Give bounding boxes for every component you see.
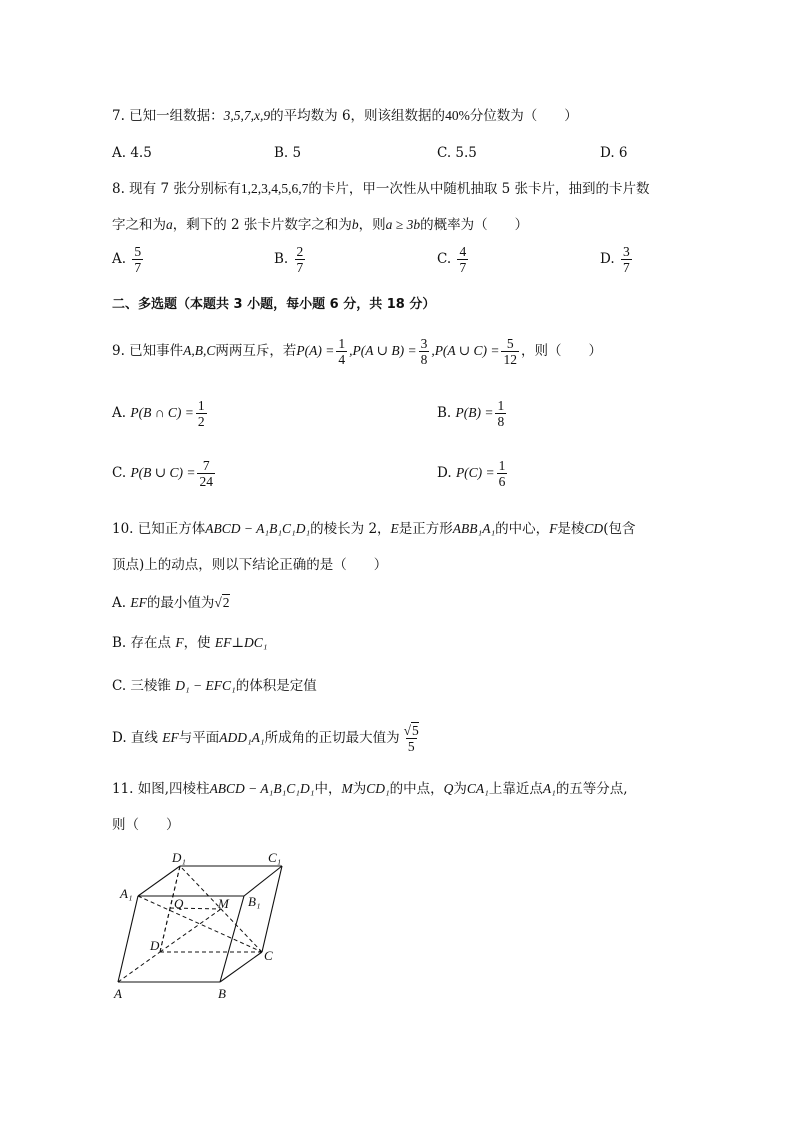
q9-pa-fraction bbox=[336, 336, 347, 367]
q10-option-a-radicand: 2 bbox=[222, 595, 230, 610]
numerator: √5 bbox=[403, 723, 419, 738]
q8-option-b-fraction bbox=[295, 244, 306, 275]
label-a: A bbox=[114, 986, 122, 1001]
q11-cd1: CD₁ bbox=[366, 781, 390, 796]
q10-point-f: F bbox=[549, 521, 558, 536]
q9-option-a-fraction bbox=[196, 398, 207, 429]
q10-stem-line2: 顶点)上的动点，则以下结论正确的是（ ） bbox=[112, 557, 388, 573]
q8-option-c[interactable] bbox=[437, 244, 470, 275]
q9-stem bbox=[112, 336, 602, 367]
q11-line1-pre: 11. 如图,四棱柱 bbox=[112, 781, 210, 797]
q9-option-c-fraction bbox=[197, 458, 215, 489]
q10-option-d-mid: 与平面 bbox=[178, 730, 220, 746]
q8-var-a: a bbox=[166, 217, 173, 232]
denominator: 5 bbox=[407, 739, 415, 754]
q10-option-a-label: A. bbox=[112, 595, 127, 611]
q10-cube: ABCD − A₁B₁C₁D₁ bbox=[205, 521, 311, 536]
q8-option-a[interactable] bbox=[112, 244, 145, 275]
label-b1: B₁ bbox=[248, 894, 261, 909]
q10-line1: 10. 已知正方体 bbox=[112, 521, 206, 537]
q10-option-b-expr: EF⊥DC₁ bbox=[214, 635, 268, 650]
q11-line1-e: 为 bbox=[453, 781, 467, 797]
q10-square: ABB₁A₁ bbox=[452, 521, 496, 536]
numerator: 1 bbox=[497, 398, 505, 413]
q8-line2-d: 的概率为（ ） bbox=[420, 217, 529, 233]
label-c1: C₁ bbox=[268, 850, 282, 865]
q7-stem bbox=[112, 107, 578, 125]
q9-option-b-expr: P(B) = bbox=[455, 405, 494, 420]
denominator: 6 bbox=[498, 474, 506, 489]
denominator: 7 bbox=[459, 260, 467, 275]
numerator-radicand: 5 bbox=[412, 723, 419, 738]
q11-prism: ABCD − A₁B₁C₁D₁ bbox=[209, 781, 315, 796]
q9-events: A,B,C bbox=[183, 343, 216, 358]
q8-option-d[interactable] bbox=[600, 244, 634, 275]
q8-nums: 1,2,3,4,5,6,7 bbox=[240, 181, 309, 196]
q8-line1-pre: 8. 现有 7 张分别标有 bbox=[112, 181, 241, 197]
numerator: 3 bbox=[622, 244, 630, 259]
q7-option-c[interactable]: C. 5.5 bbox=[437, 145, 477, 161]
q11-line1-d: 的中点， bbox=[389, 781, 444, 797]
q9-option-d[interactable] bbox=[437, 458, 509, 489]
q7-stem-pre: 7. 已知一组数据： bbox=[112, 108, 224, 124]
q10-point-e: E bbox=[390, 521, 399, 536]
numerator: 3 bbox=[420, 336, 428, 351]
q9-mid: 两两互斥，若 bbox=[215, 343, 297, 359]
q9-option-d-fraction bbox=[497, 458, 508, 489]
q10-option-c[interactable] bbox=[112, 677, 317, 695]
denominator: 7 bbox=[622, 260, 630, 275]
numerator: 1 bbox=[498, 458, 506, 473]
q10-option-c-label: C. 三棱锥 bbox=[112, 678, 171, 694]
q7-option-a[interactable]: A. 4.5 bbox=[112, 145, 152, 161]
q9-option-a-label: A. bbox=[112, 405, 127, 421]
q8-option-c-label: C. bbox=[437, 251, 452, 267]
denominator: 2 bbox=[197, 414, 205, 429]
q7-option-d[interactable]: D. 6 bbox=[600, 145, 628, 161]
q10-line1-d: 的中心， bbox=[495, 521, 550, 537]
q8-line2-a: 字之和为 bbox=[112, 217, 166, 233]
denominator: 4 bbox=[338, 352, 346, 367]
q11-point-q: Q bbox=[443, 781, 454, 796]
q9-option-c-label: C. bbox=[112, 465, 127, 481]
q7-stem-mid: 的平均数为 6，则该组数据的 bbox=[270, 108, 446, 124]
numerator: 1 bbox=[197, 398, 205, 413]
numerator: 7 bbox=[202, 458, 210, 473]
q9-pac-fraction bbox=[501, 336, 519, 367]
denominator: 7 bbox=[134, 260, 142, 275]
denominator: 8 bbox=[420, 352, 428, 367]
q10-line1-e: 是棱 bbox=[557, 521, 585, 537]
q9-option-b[interactable] bbox=[437, 398, 508, 429]
q8-line2-b: ，剩下的 2 张卡片数字之和为 bbox=[172, 217, 352, 233]
q10-option-d-plane: ADD₁A₁ bbox=[219, 730, 265, 745]
q9-option-a[interactable] bbox=[112, 398, 209, 429]
q8-option-a-fraction bbox=[132, 244, 143, 275]
prism-figure bbox=[110, 846, 310, 1006]
q10-option-a[interactable] bbox=[112, 594, 230, 612]
q9-post: ，则（ ） bbox=[520, 343, 602, 359]
q8-option-c-fraction bbox=[457, 244, 468, 275]
q10-line1-c: 是正方形 bbox=[398, 521, 453, 537]
q9-option-d-expr: P(C) = bbox=[455, 465, 495, 480]
numerator: 5 bbox=[134, 244, 142, 259]
q10-option-d-ef: EF bbox=[162, 730, 179, 745]
q9-pa: P(A) = bbox=[296, 343, 335, 358]
section-heading-multi-choice: 二、多选题（本题共 3 小题，每小题 6 分，共 18 分） bbox=[112, 297, 436, 312]
q11-line1-c: 为 bbox=[352, 781, 367, 797]
edge-a1d1 bbox=[138, 866, 180, 896]
q9-option-c[interactable] bbox=[112, 458, 217, 489]
q10-option-a-ef: EF bbox=[130, 595, 147, 610]
hidden-line-dm bbox=[160, 909, 221, 952]
q11-stem-line2: 则（ ） bbox=[112, 817, 180, 833]
q11-ca1: CA₁ bbox=[466, 781, 489, 796]
q10-edge: CD bbox=[584, 521, 604, 536]
q9-pab: ,P(A ∪ B) = bbox=[349, 343, 417, 358]
q9-pre: 9. 已知事件 bbox=[112, 343, 184, 359]
q8-option-d-fraction bbox=[621, 244, 632, 275]
q11-point-m: M bbox=[341, 781, 353, 796]
numerator: 5 bbox=[506, 336, 514, 351]
label-q: Q bbox=[174, 896, 184, 911]
q7-stem-post: 分位数为（ ） bbox=[469, 108, 578, 124]
q9-option-b-label: B. bbox=[437, 405, 452, 421]
q11-line1-g: 的五等分点, bbox=[555, 781, 628, 797]
q10-stem-line1 bbox=[112, 520, 635, 538]
label-d: D bbox=[150, 938, 160, 953]
q10-line1-f: (包含 bbox=[603, 521, 636, 537]
q11-stem-line1 bbox=[112, 780, 628, 798]
q9-option-b-fraction bbox=[495, 398, 506, 429]
q8-stem-line1 bbox=[112, 180, 650, 198]
q10-option-c-post: 的体积是定值 bbox=[235, 678, 317, 694]
q8-line2-c: ，则 bbox=[358, 217, 386, 233]
q10-option-d-label: D. 直线 bbox=[112, 730, 158, 746]
q9-pab-fraction bbox=[419, 336, 430, 367]
q10-option-a-mid: 的最小值为 bbox=[146, 595, 215, 611]
q10-option-d[interactable] bbox=[112, 723, 423, 754]
label-m: M bbox=[218, 896, 229, 911]
q11-line1-f: 上靠近点 bbox=[488, 781, 543, 797]
q8-option-a-label: A. bbox=[112, 251, 127, 267]
q7-percent: 40% bbox=[445, 108, 470, 123]
denominator: 8 bbox=[497, 414, 505, 429]
q9-option-d-label: D. bbox=[437, 465, 452, 481]
denominator: 24 bbox=[199, 474, 213, 489]
q8-condition: a ≥ 3b bbox=[385, 217, 421, 232]
q8-stem-line2 bbox=[112, 216, 528, 234]
q9-option-c-expr: P(B ∪ C) = bbox=[130, 465, 196, 480]
denominator: 12 bbox=[503, 352, 517, 367]
q9-option-a-expr: P(B ∩ C) = bbox=[130, 405, 194, 420]
q10-line1-b: 的棱长为 2， bbox=[310, 521, 391, 537]
q8-line1-post: 的卡片，甲一次性从中随机抽取 5 张卡片，抽到的卡片数 bbox=[308, 181, 650, 197]
q10-option-b-label: B. 存在点 bbox=[112, 635, 172, 651]
q10-option-d-post: 所成角的正切最大值为 bbox=[264, 730, 400, 746]
q7-option-b[interactable]: B. 5 bbox=[274, 145, 302, 161]
q10-option-c-expr: D₁ − EFC₁ bbox=[175, 678, 236, 693]
denominator: 7 bbox=[296, 260, 304, 275]
q8-var-b: b bbox=[351, 217, 359, 232]
label-c: C bbox=[264, 948, 273, 963]
edge-aa1 bbox=[118, 896, 138, 982]
q10-option-b[interactable] bbox=[112, 634, 268, 652]
q11-line1-b: 中， bbox=[314, 781, 342, 797]
label-a1: A₁ bbox=[120, 886, 133, 901]
q8-option-b-label: B. bbox=[274, 251, 289, 267]
numerator: 2 bbox=[296, 244, 304, 259]
q8-option-d-label: D. bbox=[600, 251, 615, 267]
edge-bc bbox=[220, 952, 262, 982]
q11-point-a1: A₁ bbox=[542, 781, 556, 796]
q9-pac: ,P(A ∪ C) = bbox=[431, 343, 500, 358]
numerator: 4 bbox=[459, 244, 467, 259]
label-d1: D₁ bbox=[172, 850, 186, 865]
numerator: 1 bbox=[338, 336, 346, 351]
q10-option-b-mid: ，使 bbox=[183, 635, 211, 651]
label-b: B bbox=[218, 986, 226, 1001]
sqrt-symbol: √2 bbox=[214, 595, 230, 610]
q8-option-b[interactable] bbox=[274, 244, 307, 275]
q10-option-b-f: F bbox=[175, 635, 184, 650]
q10-option-d-fraction bbox=[402, 723, 421, 754]
q7-data: 3,5,7,x,9 bbox=[223, 108, 271, 123]
